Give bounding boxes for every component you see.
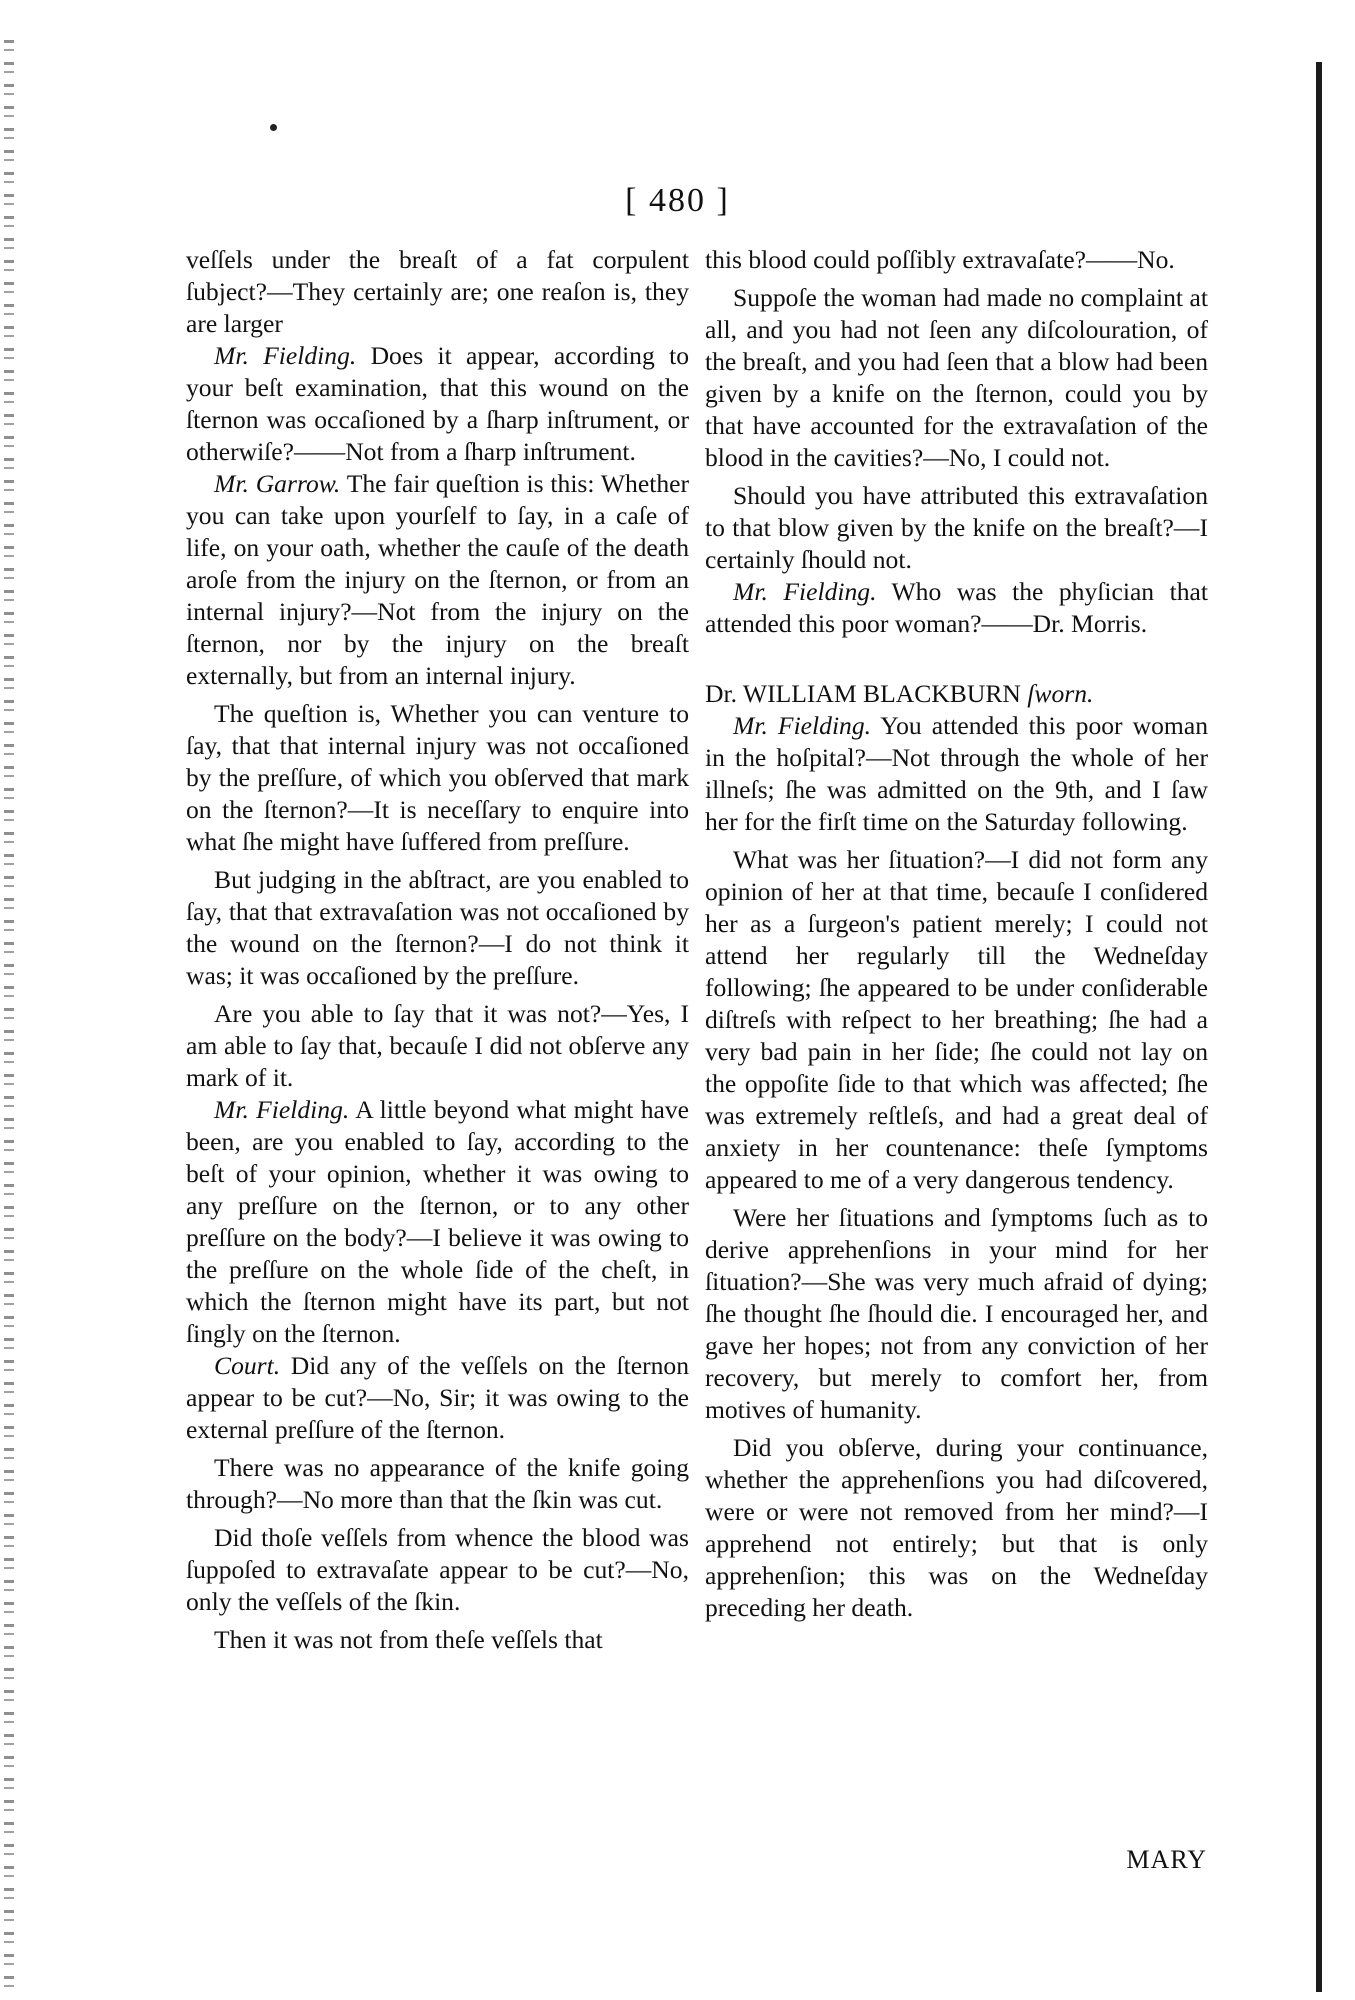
speaker-name: Mr. Garrow. <box>214 469 341 498</box>
ink-spot <box>270 124 277 131</box>
paragraph-text: You attended this poor woman in the hoſpital?—Not through the whole of her illneſs; ſhe was admitted on the 9th, and I ſaw her for the firſt time on the Saturday following. <box>705 711 1208 836</box>
paragraph-text: Did thoſe veſſels from whence the blood was ſuppoſed to extravaſate appear to be cut?—No, only the veſſels of the ſkin. <box>186 1523 689 1616</box>
paragraph <box>186 1624 689 1656</box>
paragraph <box>186 698 689 858</box>
paragraph <box>705 244 1208 276</box>
binding-edge <box>4 40 14 1990</box>
speaker-name: Mr. Fielding. <box>733 577 877 606</box>
witness-name: Dr. WILLIAM BLACKBURN <box>705 679 1021 708</box>
paragraph-text: A little beyond what might have been, are you enabled to ſay, according to the beſt of your opinion, whether it was owing to any preſſure on the ſternon, or to any other preſſure on the body?—I believe it was owing to the preſſure on the whole ſide of the cheſt, in which the ſternon might have its part, but not ſingly on the ſternon. <box>186 1095 690 1348</box>
paragraph <box>705 480 1208 576</box>
witness-heading <box>705 678 1208 710</box>
paragraph-text: The fair queſtion is this: Whether you can take upon yourſelf to ſay, in a caſe of life, on your oath, whether the cauſe of the death aroſe from the injury on the ſternon, or from an internal injury?—Not from the injury on the ſternon, nor by the injury on the breaſt externally, but from an internal injury. <box>186 469 690 690</box>
paragraph <box>705 576 1208 640</box>
left-column <box>186 244 689 1656</box>
paragraph <box>186 340 689 468</box>
paragraph <box>186 998 689 1094</box>
paragraph-text: Did you obſerve, during your continuance, whether the apprehenſions you had diſcovered, were or were not removed from her mind?—I apprehend not entirely; but that is only apprehenſion; this was on the Wedneſday preceding her death. <box>705 1433 1208 1622</box>
catchword: MARY <box>1126 1845 1207 1874</box>
paragraph-text: Should you have attributed this extravaſation to that blow given by the knife on the breaſt?—I certainly ſhould not. <box>705 481 1208 574</box>
paragraph <box>186 864 689 992</box>
sworn-label: ſworn. <box>1027 679 1094 708</box>
paragraph <box>705 282 1208 474</box>
page-number: [ 480 ] <box>625 182 730 219</box>
paragraph-text: What was her ſituation?—I did not form any opinion of her at that time, becauſe I conſidered her as a ſurgeon's patient merely; I could not attend her regularly till the Wedneſday following; ſhe appeared to be under conſiderable diſtreſs with reſpect to her breathing; ſhe had a very bad pain in her ſide; ſhe could not lay on the oppoſite ſide to that which was affected; ſhe was extremely reſtleſs, and had a great deal of anxiety in her countenance: theſe ſymptoms appeared to me of a very dangerous tendency. <box>705 845 1208 1194</box>
speaker-name: Mr. Fielding. <box>214 341 357 370</box>
paragraph <box>186 1350 689 1446</box>
paragraph-text: Then it was not from theſe veſſels that <box>214 1625 603 1654</box>
paragraph <box>186 1452 689 1516</box>
paragraph <box>186 1522 689 1618</box>
paragraph-text: There was no appearance of the knife going through?—No more than that the ſkin was cut. <box>186 1453 689 1514</box>
paragraph-text: this blood could poſſibly extravaſate?——No. <box>705 245 1175 274</box>
speaker-name: Mr. Fielding. <box>214 1095 350 1124</box>
paragraph <box>705 1202 1208 1426</box>
paragraph <box>705 844 1208 1196</box>
paragraph-text: Does it appear, according to your beſt examination, that this wound on the ſternon was occaſioned by a ſharp inſtrument, or otherwiſe?——Not from a ſharp inſtrument. <box>186 341 689 466</box>
paragraph-text: But judging in the abſtract, are you enabled to ſay, that that extravaſation was not occaſioned by the wound on the ſternon?—I do not think it was; it was occaſioned by the preſſure. <box>186 865 689 990</box>
paragraph-text: Are you able to ſay that it was not?—Yes, I am able to ſay that, becauſe I did not obſerve any mark of it. <box>186 999 689 1092</box>
paragraph-text: Suppoſe the woman had made no complaint at all, and you had not ſeen any diſcolouration, of the breaſt, and you had ſeen that a blow had been given by a knife on the ſternon, could you by that have accounted for the extravaſation of the blood in the cavities?—No, I could not. <box>705 283 1208 472</box>
paragraph <box>186 244 689 340</box>
speaker-name: Mr. Fielding. <box>733 711 872 740</box>
speaker-name: Court. <box>214 1351 281 1380</box>
paragraph-text: Who was the phyſician that attended this poor woman?——Dr. Morris. <box>705 577 1208 638</box>
paragraph-text: veſſels under the breaſt of a fat corpulent ſubject?—They certainly are; one reaſon is, they are larger <box>186 245 689 338</box>
paragraph <box>705 710 1208 838</box>
paragraph <box>705 1432 1208 1624</box>
paragraph <box>186 468 689 692</box>
right-column <box>705 244 1208 1624</box>
paragraph-text: The queſtion is, Whether you can venture to ſay, that that internal injury was not occaſioned by the preſſure, of which you obſerved that mark on the ſternon?—It is neceſſary to enquire into what ſhe might have ſuffered from preſſure. <box>186 699 689 856</box>
page-edge-rule <box>1316 62 1322 1992</box>
paragraph-text: Were her ſituations and ſymptoms ſuch as to derive apprehenſions in your mind for her ſituation?—She was very much afraid of dying; ſhe thought ſhe ſhould die. I encouraged her, and gave her hopes; not from any conviction of her recovery, but merely to comfort her, from motives of humanity. <box>705 1203 1208 1424</box>
paragraph <box>186 1094 689 1350</box>
paragraph-text: Did any of the veſſels on the ſternon appear to be cut?—No, Sir; it was owing to the external preſſure of the ſternon. <box>186 1351 689 1444</box>
